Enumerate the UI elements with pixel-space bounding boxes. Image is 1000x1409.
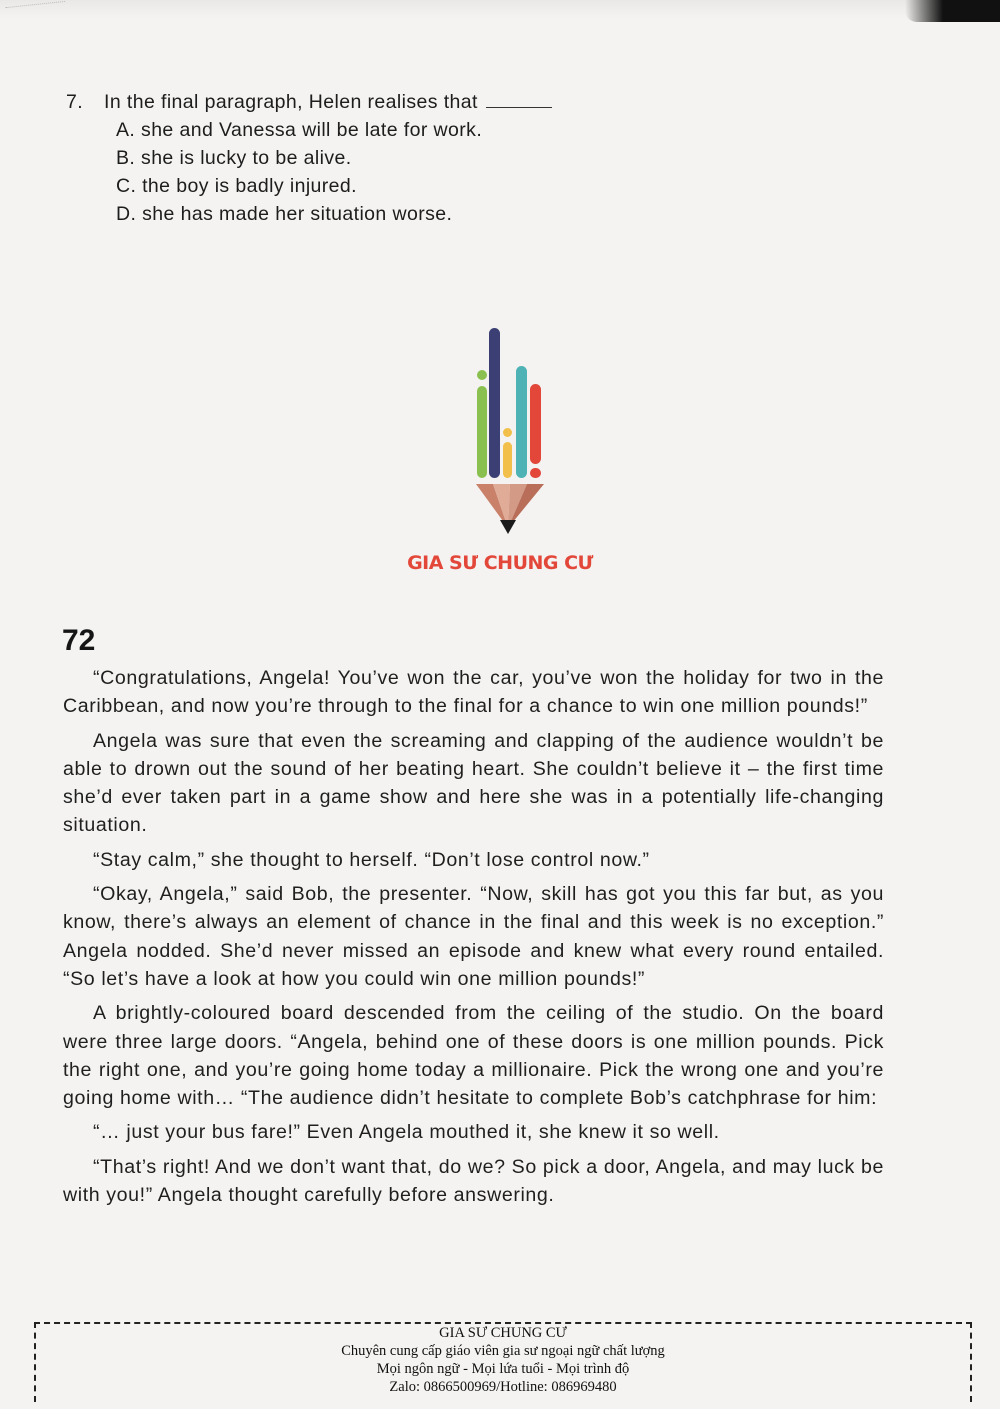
story-paragraph: “Congratulations, Angela! You’ve won the car, you’ve won the holiday for two in the Caribbean, and now you’re through to the final for a chance to win one million pounds!”: [63, 667, 884, 718]
question-stem: [66, 88, 686, 116]
page-edge: [0, 0, 1000, 18]
scan-corner-shadow: [905, 0, 1000, 22]
question-text: [104, 88, 552, 116]
footer: [34, 1324, 972, 1396]
story-text: [63, 664, 884, 1215]
footer-contact: Zalo: 0866500969/Hotline: 086969480: [389, 1379, 617, 1395]
question-7: [66, 88, 686, 228]
logo-caption: GIA SƯ CHUNG CƯ: [407, 552, 593, 574]
option-b: B. she is lucky to be alive.: [116, 147, 352, 169]
story-paragraph: “That’s right! And we don’t want that, do we? So pick a door, Angela, and may luck be with you!” Angela thought carefully before answering.: [63, 1155, 884, 1207]
story-paragraph: A brightly-coloured board descended from the ceiling of the studio. On the board were three large doors. “Angela, behind one of these doors is one million pounds. Pick the right one, and you’re going home today a millionaire. Pick the wrong one and you’re going home with… “The audience didn’t hesitate to complete Bob’s catchphrase for him:: [63, 1002, 884, 1110]
option-c: C. the boy is badly injured.: [116, 175, 357, 197]
pencil-logo-icon: [470, 322, 550, 542]
answer-blank: [486, 89, 552, 108]
story-paragraph: “Okay, Angela,” said Bob, the presenter. “Now, skill has got you this far but, as you know, there’s always an element of chance in the final and this week is no exception.” Angela nodded. She’d never missed an episode and knew what every round entailed. “So let’s have a look at how you could win one million pounds!”: [63, 883, 884, 990]
question-number: 7.: [66, 91, 84, 113]
question-stem-text: In the final paragraph, Helen realises that: [104, 91, 478, 113]
option-d: D. she has made her situation worse.: [116, 203, 453, 225]
footer-brand: GIA SƯ CHUNG CƯ: [439, 1325, 567, 1341]
option-a: A. she and Vanessa will be late for work.: [116, 119, 483, 141]
footer-tagline: Chuyên cung cấp giáo viên gia sư ngoại ngữ chất lượng: [341, 1343, 665, 1359]
section-number: 72: [62, 624, 96, 657]
story-paragraph: “… just your bus fare!” Even Angela mouthed it, she knew it so well.: [93, 1121, 720, 1144]
footer-scope: Mọi ngôn ngữ - Mọi lứa tuổi - Mọi trình độ: [376, 1361, 630, 1377]
story-paragraph: Angela was sure that even the screaming and clapping of the audience wouldn’t be able to drown out the sound of her beating heart. She couldn’t believe it – the first time she’d ever taken part in a game show and here she was in a potentially life-changing situation.: [63, 729, 884, 837]
story-paragraph: “Stay calm,” she thought to herself. “Don’t lose control now.”: [93, 848, 650, 871]
